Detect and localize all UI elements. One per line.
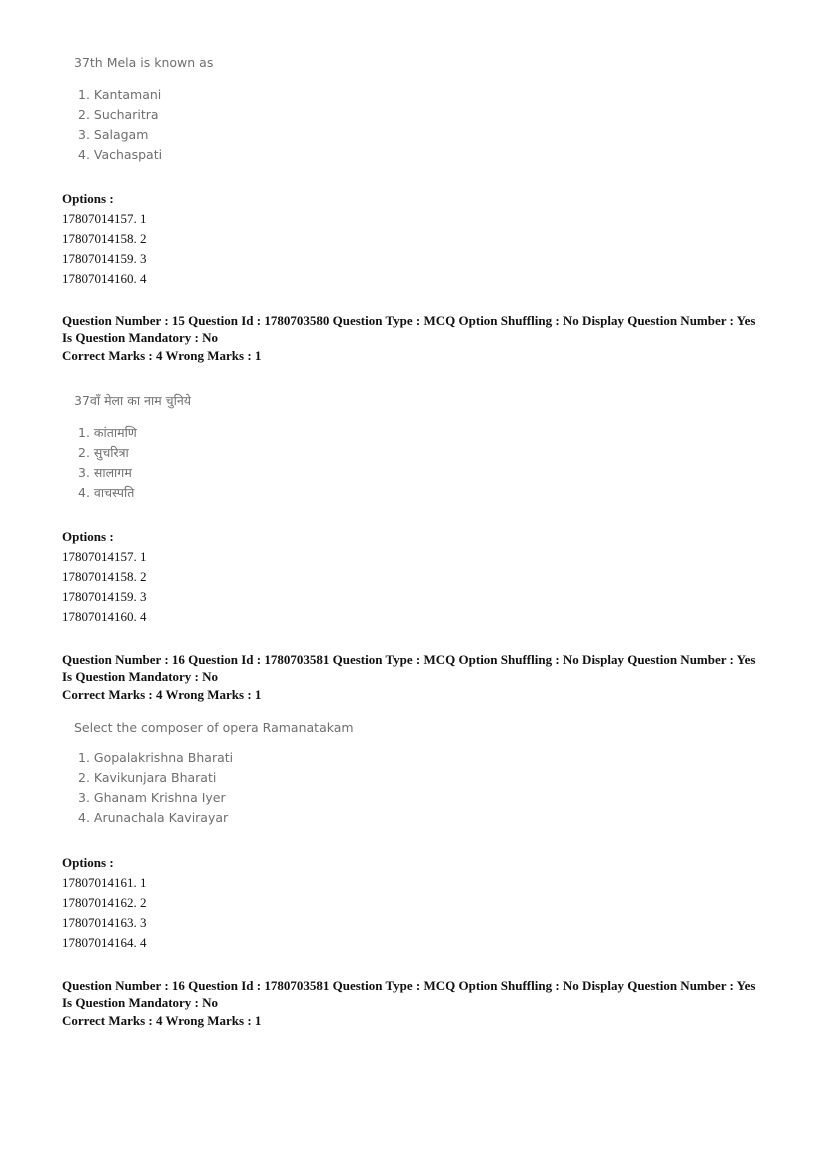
choice-item: 1. Kantamani xyxy=(78,87,162,102)
option-row: 17807014160. 4 xyxy=(62,609,147,624)
option-row: 17807014157. 1 xyxy=(62,549,147,564)
choice-item: 1. Gopalakrishna Bharati xyxy=(78,750,234,765)
option-row: 17807014160. 4 xyxy=(62,271,147,286)
options-label: Options : xyxy=(62,529,114,544)
marks-line: Correct Marks : 4 Wrong Marks : 1 xyxy=(62,1013,262,1028)
options-label: Options : xyxy=(62,855,114,870)
question-text: 37th Mela is known as xyxy=(74,55,214,70)
options-list xyxy=(62,527,147,627)
option-row: 17807014162. 2 xyxy=(62,895,147,910)
question-image xyxy=(62,55,213,165)
choice-list xyxy=(62,423,191,503)
question-meta xyxy=(62,312,782,364)
choice-item: 3. Ghanam Krishna Iyer xyxy=(78,790,226,805)
mandatory-line: Is Question Mandatory : No xyxy=(62,330,219,345)
option-row: 17807014159. 3 xyxy=(62,251,147,266)
question-text: 37वाँ मेला का नाम चुनिये xyxy=(74,393,192,408)
choice-item: 2. Sucharitra xyxy=(78,107,159,122)
choice-item: 4. वाचस्पति xyxy=(78,485,135,500)
choice-item: 1. कांतामणि xyxy=(78,425,137,440)
question-meta xyxy=(62,977,782,1029)
choice-item: 3. Salagam xyxy=(78,127,149,142)
marks-line: Correct Marks : 4 Wrong Marks : 1 xyxy=(62,687,262,702)
choice-list xyxy=(62,85,213,165)
choice-list xyxy=(62,748,354,828)
option-row: 17807014157. 1 xyxy=(62,211,147,226)
question-text: Select the composer of opera Ramanatakam xyxy=(74,720,354,735)
option-row: 17807014164. 4 xyxy=(62,935,147,950)
choice-item: 2. Kavikunjara Bharati xyxy=(78,770,217,785)
marks-line: Correct Marks : 4 Wrong Marks : 1 xyxy=(62,348,262,363)
options-list xyxy=(62,189,147,289)
option-row: 17807014158. 2 xyxy=(62,569,147,584)
question-meta-line: Question Number : 16 Question Id : 1780703581 Question Type : MCQ Option Shuffling : No Display Question Number : Yes xyxy=(62,978,756,993)
option-row: 17807014161. 1 xyxy=(62,875,147,890)
question-meta xyxy=(62,651,782,703)
option-row: 17807014163. 3 xyxy=(62,915,147,930)
mandatory-line: Is Question Mandatory : No xyxy=(62,669,219,684)
option-row: 17807014158. 2 xyxy=(62,231,147,246)
options-list xyxy=(62,853,147,953)
options-label: Options : xyxy=(62,191,114,206)
choice-item: 4. Vachaspati xyxy=(78,147,163,162)
question-meta-line: Question Number : 16 Question Id : 1780703581 Question Type : MCQ Option Shuffling : No Display Question Number : Yes xyxy=(62,652,756,667)
mandatory-line: Is Question Mandatory : No xyxy=(62,995,219,1010)
question-image xyxy=(62,392,191,503)
choice-item: 2. सुचरित्रा xyxy=(78,445,129,460)
choice-item: 4. Arunachala Kavirayar xyxy=(78,810,229,825)
question-image xyxy=(62,720,354,828)
option-row: 17807014159. 3 xyxy=(62,589,147,604)
question-meta-line: Question Number : 15 Question Id : 1780703580 Question Type : MCQ Option Shuffling : No Display Question Number : Yes xyxy=(62,313,756,328)
choice-item: 3. सालागम xyxy=(78,465,132,480)
